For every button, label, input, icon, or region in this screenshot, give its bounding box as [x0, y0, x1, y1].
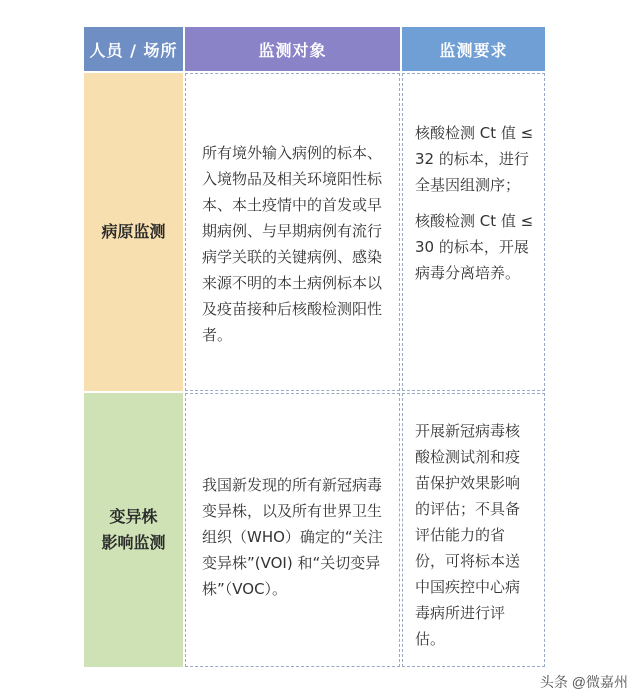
row-label-variant-text	[101, 504, 165, 556]
header-personnel: 人员 / 场所	[84, 27, 183, 71]
pathogen-requirement-2: 核酸检测 Ct 值 ≤ 30 的标本，开展病毒分离培养。	[415, 212, 534, 282]
surveillance-table	[84, 27, 545, 667]
header-monitoring-object: 监测对象	[185, 27, 400, 71]
variant-requirement-1: 开展新冠病毒核酸检测试剂和疫苗保护效果影响的评估；不具备评估能力的省份，可将标本送中国疾控中心病毒病所进行评估。	[415, 422, 521, 648]
variant-object-cell	[185, 393, 400, 667]
row-label-variant	[84, 393, 183, 667]
pathogen-requirement-cell	[402, 73, 545, 391]
row-label-pathogen-text: 病原监测	[101, 222, 166, 241]
pathogen-requirement-1: 核酸检测 Ct 值 ≤ 32 的标本，进行全基因组测序；	[415, 124, 534, 194]
row-label-variant-line1: 变异株	[109, 507, 158, 526]
source-watermark: 头条 @微嘉州	[539, 674, 628, 690]
header-monitoring-requirement: 监测要求	[402, 27, 545, 71]
variant-requirement-cell	[402, 393, 545, 667]
row-label-variant-line2: 影响监测	[101, 533, 166, 552]
variant-object-text: 我国新发现的所有新冠病毒变异株，以及所有世界卫生组织（WHO）确定的“关注变异株”(VOI) 和“关切变异株”（VOC）。	[202, 476, 383, 598]
pathogen-object-cell	[185, 73, 400, 391]
row-label-pathogen	[84, 73, 183, 391]
pathogen-object-text: 所有境外输入病例的标本、入境物品及相关环境阳性标本、本土疫情中的首发或早期病例、与早期病例有流行病学关联的关键病例、感染来源不明的本土病例标本以及疫苗接种后核酸检测阳性者。	[202, 144, 383, 344]
